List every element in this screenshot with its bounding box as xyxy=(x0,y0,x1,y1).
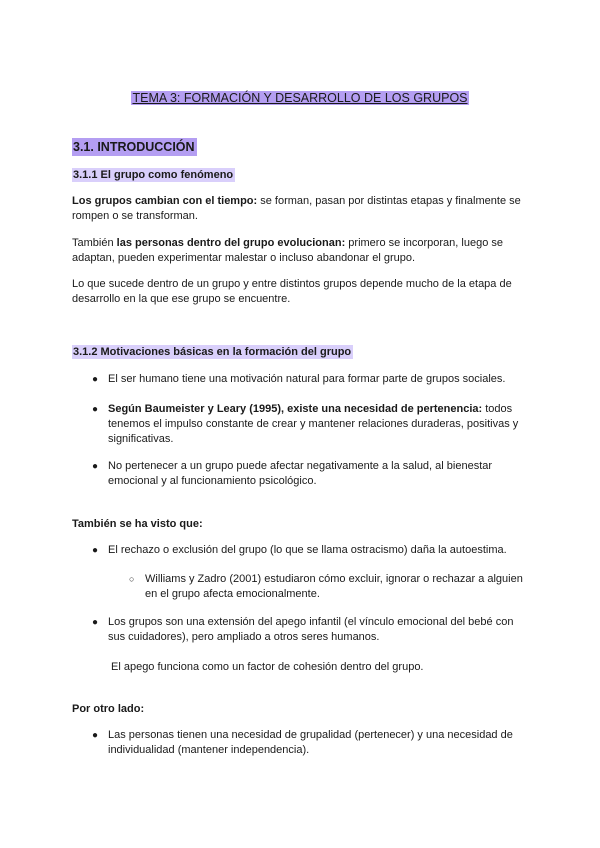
paragraph-grupos-cambian: Los grupos cambian con el tiempo: se forman, pasan por distintas etapas y finalmente se rompen o se transforman. xyxy=(72,195,521,222)
subsection-heading-3-1-2: 3.1.2 Motivaciones básicas en la formación del grupo xyxy=(73,346,352,358)
list-item-grupalidad: ● Las personas tienen una necesidad de grupalidad (pertenecer) y una necesidad de individualidad (mantener independencia). xyxy=(92,729,513,756)
bullet-icon: ● xyxy=(92,461,99,472)
list-item-necesidad-pertenencia: ● Según Baumeister y Leary (1995), existe una necesidad de pertenencia: todos tenemos el impulso constante de crear y mantener relaciones duraderas, positivas y significativas. xyxy=(92,403,519,445)
subsection-heading-3-1-1: 3.1.1 El grupo como fenómeno xyxy=(73,169,234,181)
heading-otro-lado: Por otro lado: xyxy=(72,703,145,715)
list-item-no-pertenecer: ● No pertenecer a un grupo puede afectar negativamente a la salud, al bienestar emocional y al funcionamiento psicológico. xyxy=(92,460,493,487)
list-item-ostracismo: ● El rechazo o exclusión del grupo (lo que se llama ostracismo) daña la autoestima. xyxy=(92,544,507,556)
heading-tambien: También se ha visto que: xyxy=(72,518,203,530)
document-title: TEMA 3: FORMACIÓN Y DESARROLLO DE LOS GRUPOS xyxy=(132,91,468,105)
list-item-motivacion-natural: ● El ser humano tiene una motivación natural para formar parte de grupos sociales. xyxy=(92,373,506,385)
bullet-icon: ● xyxy=(92,617,99,628)
sub-list-item-williams-zadro: ○ Williams y Zadro (2001) estudiaron cómo excluir, ignorar o rechazar a alguien en el grupo afecta emocionalmente. xyxy=(129,573,523,600)
paragraph-personas-evolucionan: También las personas dentro del grupo evolucionan: primero se incorporan, luego se adaptan, pueden experimentar malestar o incluso abandonar el grupo. xyxy=(72,237,503,264)
bullet-icon: ● xyxy=(92,374,99,385)
section-heading-introduccion: 3.1. INTRODUCCIÓN xyxy=(73,140,195,154)
note-apego-cohesion: El apego funciona como un factor de cohesión dentro del grupo. xyxy=(111,661,424,673)
bullet-icon: ● xyxy=(92,404,99,415)
paragraph-etapa-desarrollo: Lo que sucede dentro de un grupo y entre distintos grupos depende mucho de la etapa de desarrollo en la que ese grupo se encuentre. xyxy=(72,278,512,305)
bullet-icon: ● xyxy=(92,730,99,741)
bullet-icon: ● xyxy=(92,545,99,556)
sub-bullet-icon: ○ xyxy=(129,574,135,584)
list-item-apego-infantil: ● Los grupos son una extensión del apego infantil (el vínculo emocional del bebé con sus cuidadores), pero ampliado a otros seres humanos. xyxy=(92,616,514,643)
